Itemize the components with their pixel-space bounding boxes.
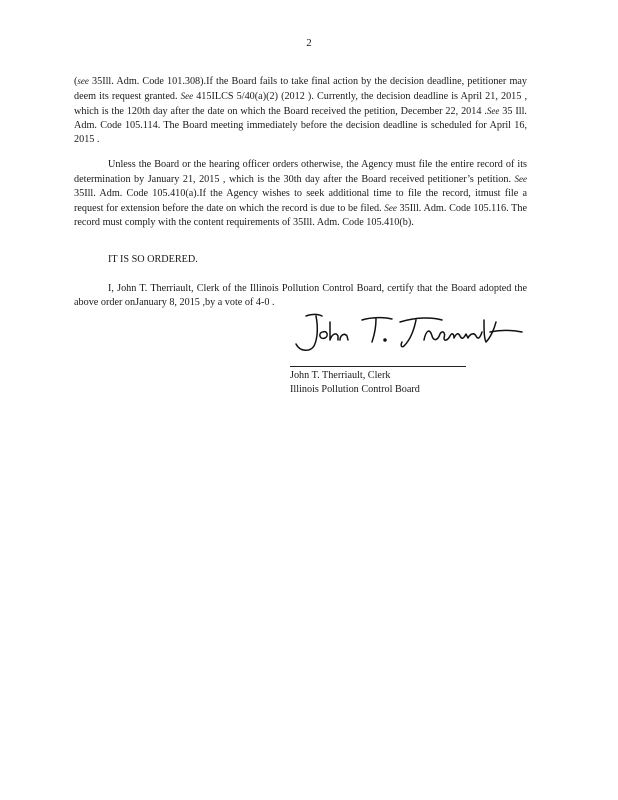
handwritten-signature	[292, 310, 527, 354]
ordered-statement: IT IS SO ORDERED.	[108, 254, 198, 265]
text-run: 35Ill. Adm. Code 105.410(a).If the Agency wishes to seek additional time to file the record, itmust file a request for extension before the date on which the record is due to be filed.	[74, 188, 527, 214]
page-number: 2	[306, 37, 312, 49]
record-filing-paragraph	[74, 158, 527, 230]
citation-signal: See	[180, 91, 194, 101]
signature-line	[290, 366, 466, 367]
signer-name: John T. Therriault, Clerk	[290, 370, 391, 381]
citation-signal: see	[77, 76, 89, 86]
text-run: 35 Ill. Adm. Code 105.114. The Board meeting immediately before the decision deadline is scheduled for April 16, 2015 .	[74, 106, 527, 145]
text-run: 35Ill. Adm. Code 105.116. The record must comply with the content requirements of 35Ill. Adm. Code 105.410(b).	[74, 203, 527, 228]
text-run: (	[74, 76, 78, 87]
clerk-certification: I, John T. Therriault, Clerk of the Illinois Pollution Control Board, certify that the Board adopted the above order onJanuary 8, 2015 ,by a vote of 4-0 .	[74, 283, 527, 308]
citation-signal: See	[514, 174, 527, 184]
decision-deadline-paragraph	[74, 74, 527, 147]
text-run: 415ILCS 5/40(a)(2) (2012 ). Currently, the decision deadline is April 21, 2015 , which is the 120th day after the date on which the Board received the petition, December 22, 2014 .	[74, 91, 527, 117]
signer-organization: Illinois Pollution Control Board	[290, 384, 420, 395]
citation-signal: See	[486, 106, 500, 116]
text-run: Unless the Board or the hearing officer orders otherwise, the Agency must file the entire record of its determination by January 21, 2015 , which is the 30th day after the Board received petitioner’s petition.	[74, 159, 527, 185]
signer-block	[290, 369, 420, 397]
citation-signal: See	[384, 203, 397, 213]
signature-text: John T. Therriault	[292, 310, 300, 311]
text-run: 35Ill. Adm. Code 101.308).If the Board fails to take final action by the decision deadline, petitioner may deem its request granted.	[74, 76, 527, 102]
